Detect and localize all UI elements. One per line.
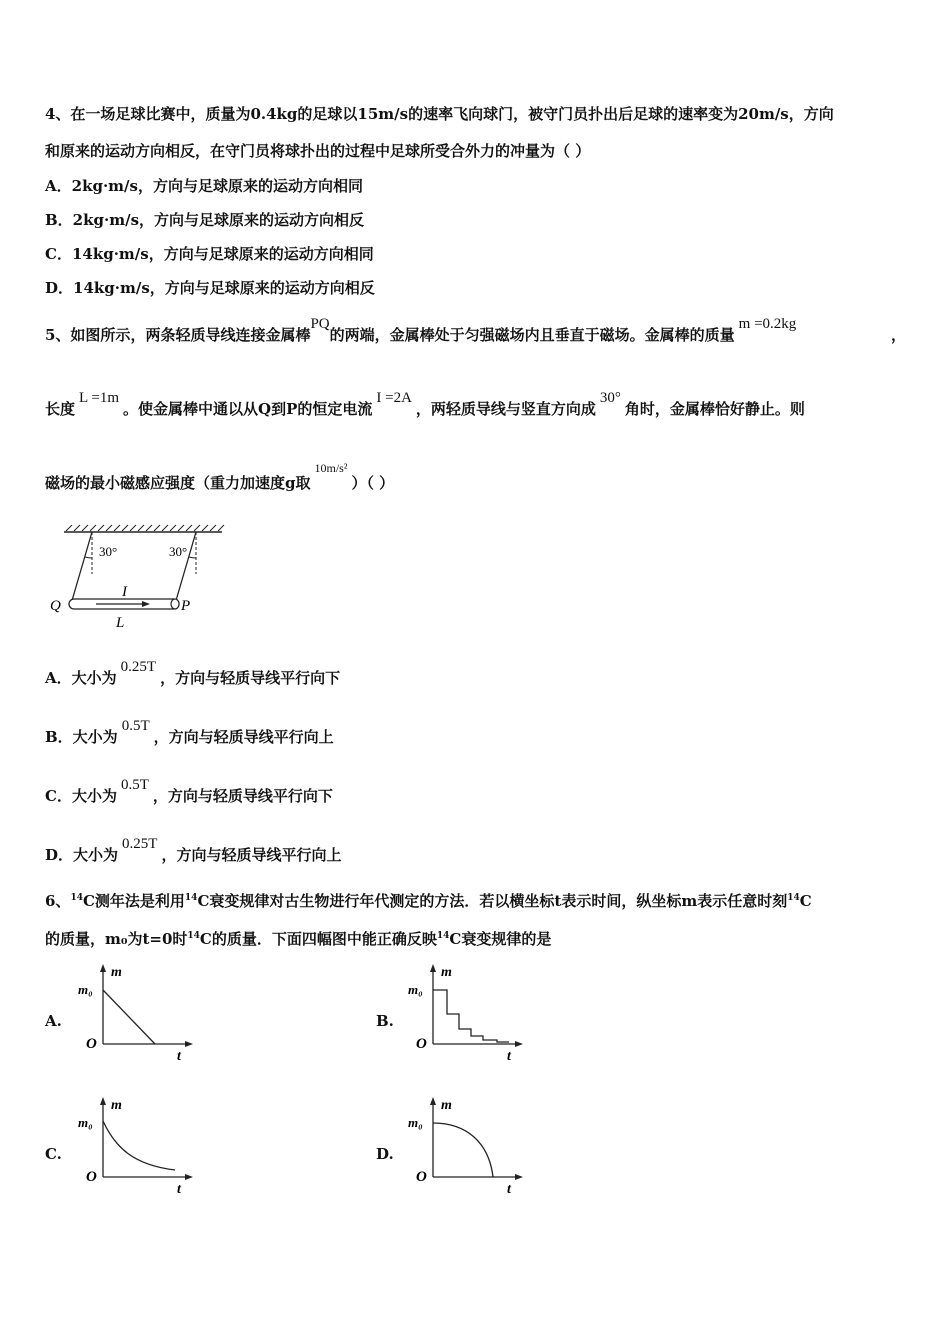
q5-math-length: L =1m bbox=[79, 390, 119, 406]
label-i: I bbox=[122, 584, 127, 600]
graph-b-letter: B. bbox=[376, 1012, 394, 1030]
q5-stem-line1: 5、如图所示，两条轻质导线连接金属棒PQ的两端，金属棒处于匀强磁场内且垂直于磁场。金属棒的质量m =0.2kg ， bbox=[45, 316, 906, 344]
q5-option-b: B．大小为0.5T，方向与轻质导线平行向上 bbox=[45, 718, 334, 746]
q5-option-b-value: 0.5T bbox=[121, 718, 150, 734]
graph-a-curve bbox=[103, 990, 155, 1044]
q5-stem-line2: 长度L =1m。使金属棒中通以从Q到P的恒定电流I =2A，两轻质导线与竖直方向成30°角时，金属棒恰好静止。则 bbox=[45, 390, 805, 418]
graph-d-letter: D. bbox=[376, 1145, 394, 1163]
q6-stem-line1: 6、$^{14}$C测年法是利用$^{14}$C衰变规律对古生物进行年代测定的方法．若以横坐标t表示时间，纵坐标m表示任意时刻$^{14}$C bbox=[45, 892, 812, 910]
graph-a-m: m bbox=[111, 965, 122, 980]
q4-option-b: B．2kg·m/s，方向与足球原来的运动方向相反 bbox=[45, 211, 365, 229]
left-wire bbox=[71, 532, 92, 604]
q5-math-gravity: 10m/s² bbox=[314, 461, 348, 475]
q5-math-pq: PQ bbox=[310, 316, 330, 332]
graph-b-t: t bbox=[507, 1049, 511, 1064]
ceiling bbox=[64, 525, 224, 532]
graph-d-origin: O bbox=[416, 1169, 427, 1185]
q4-option-a: A．2kg·m/s，方向与足球原来的运动方向相同 bbox=[45, 177, 363, 195]
graph-d-curve bbox=[433, 1123, 493, 1177]
q5-option-c: C．大小为0.5T，方向与轻质导线平行向下 bbox=[45, 777, 333, 805]
graph-b-origin: O bbox=[416, 1036, 427, 1052]
graph-c-origin: O bbox=[86, 1169, 97, 1185]
graph-a-origin: O bbox=[86, 1036, 97, 1052]
q5-math-current: I =2A bbox=[376, 390, 412, 406]
q5-option-a: A．大小为0.25T，方向与轻质导线平行向下 bbox=[45, 659, 341, 687]
graph-c bbox=[75, 1095, 200, 1197]
graph-c-t: t bbox=[177, 1182, 181, 1197]
q5-figure bbox=[44, 524, 234, 634]
angle-left-label: 30° bbox=[99, 544, 118, 559]
q4-option-c: C．14kg·m/s，方向与足球原来的运动方向相同 bbox=[45, 245, 374, 263]
q5-option-d: D．大小为0.25T，方向与轻质导线平行向上 bbox=[45, 836, 342, 864]
graph-c-m: m bbox=[111, 1098, 122, 1113]
q5-option-d-value: 0.25T bbox=[122, 836, 158, 852]
graph-a-t: t bbox=[177, 1049, 181, 1064]
label-l: L bbox=[116, 615, 125, 631]
angle-right-label: 30° bbox=[169, 544, 188, 559]
graph-a-letter: A. bbox=[45, 1012, 62, 1030]
graph-c-curve bbox=[103, 1121, 175, 1170]
graph-a-m0: m₀ bbox=[78, 982, 93, 997]
q4-stem-line1: 4、在一场足球比赛中，质量为0.4kg的足球以15m/s的速率飞向球门，被守门员扑出后足球的速率变为20m/s，方向 bbox=[45, 105, 834, 123]
right-wire bbox=[175, 532, 196, 604]
graph-c-letter: C. bbox=[45, 1145, 62, 1163]
graph-c-m0: m₀ bbox=[78, 1115, 93, 1130]
q6-stem-line2: 的质量，m₀为t=0时$^{14}$C的质量．下面四幅图中能正确反映$^{14}$C衰变规律的是 bbox=[45, 930, 552, 948]
graph-d-t: t bbox=[507, 1182, 511, 1197]
q4-option-d: D．14kg·m/s，方向与足球原来的运动方向相反 bbox=[45, 279, 375, 297]
q5-stem-line3: 磁场的最小磁感应强度（重力加速度g取$^{10m/s^2}$）（ ） bbox=[45, 461, 395, 492]
label-q: Q bbox=[50, 598, 61, 614]
graph-d-m: m bbox=[441, 1098, 452, 1113]
graph-d bbox=[405, 1095, 530, 1197]
q5-math-angle: 30° bbox=[599, 390, 621, 406]
q4-stem-line2: 和原来的运动方向相反，在守门员将球扑出的过程中足球所受合外力的冲量为（ ） bbox=[45, 142, 591, 160]
graph-b-m: m bbox=[441, 965, 452, 980]
label-p: P bbox=[181, 598, 191, 614]
q5-math-mass: m =0.2kg bbox=[738, 316, 797, 332]
graph-b-m0: m₀ bbox=[408, 982, 423, 997]
q5-option-c-value: 0.5T bbox=[120, 777, 149, 793]
graph-d-m0: m₀ bbox=[408, 1115, 423, 1130]
graph-b bbox=[405, 962, 530, 1064]
graph-a bbox=[75, 962, 200, 1064]
q5-option-a-value: 0.25T bbox=[120, 659, 157, 675]
graph-b-curve bbox=[433, 990, 509, 1042]
